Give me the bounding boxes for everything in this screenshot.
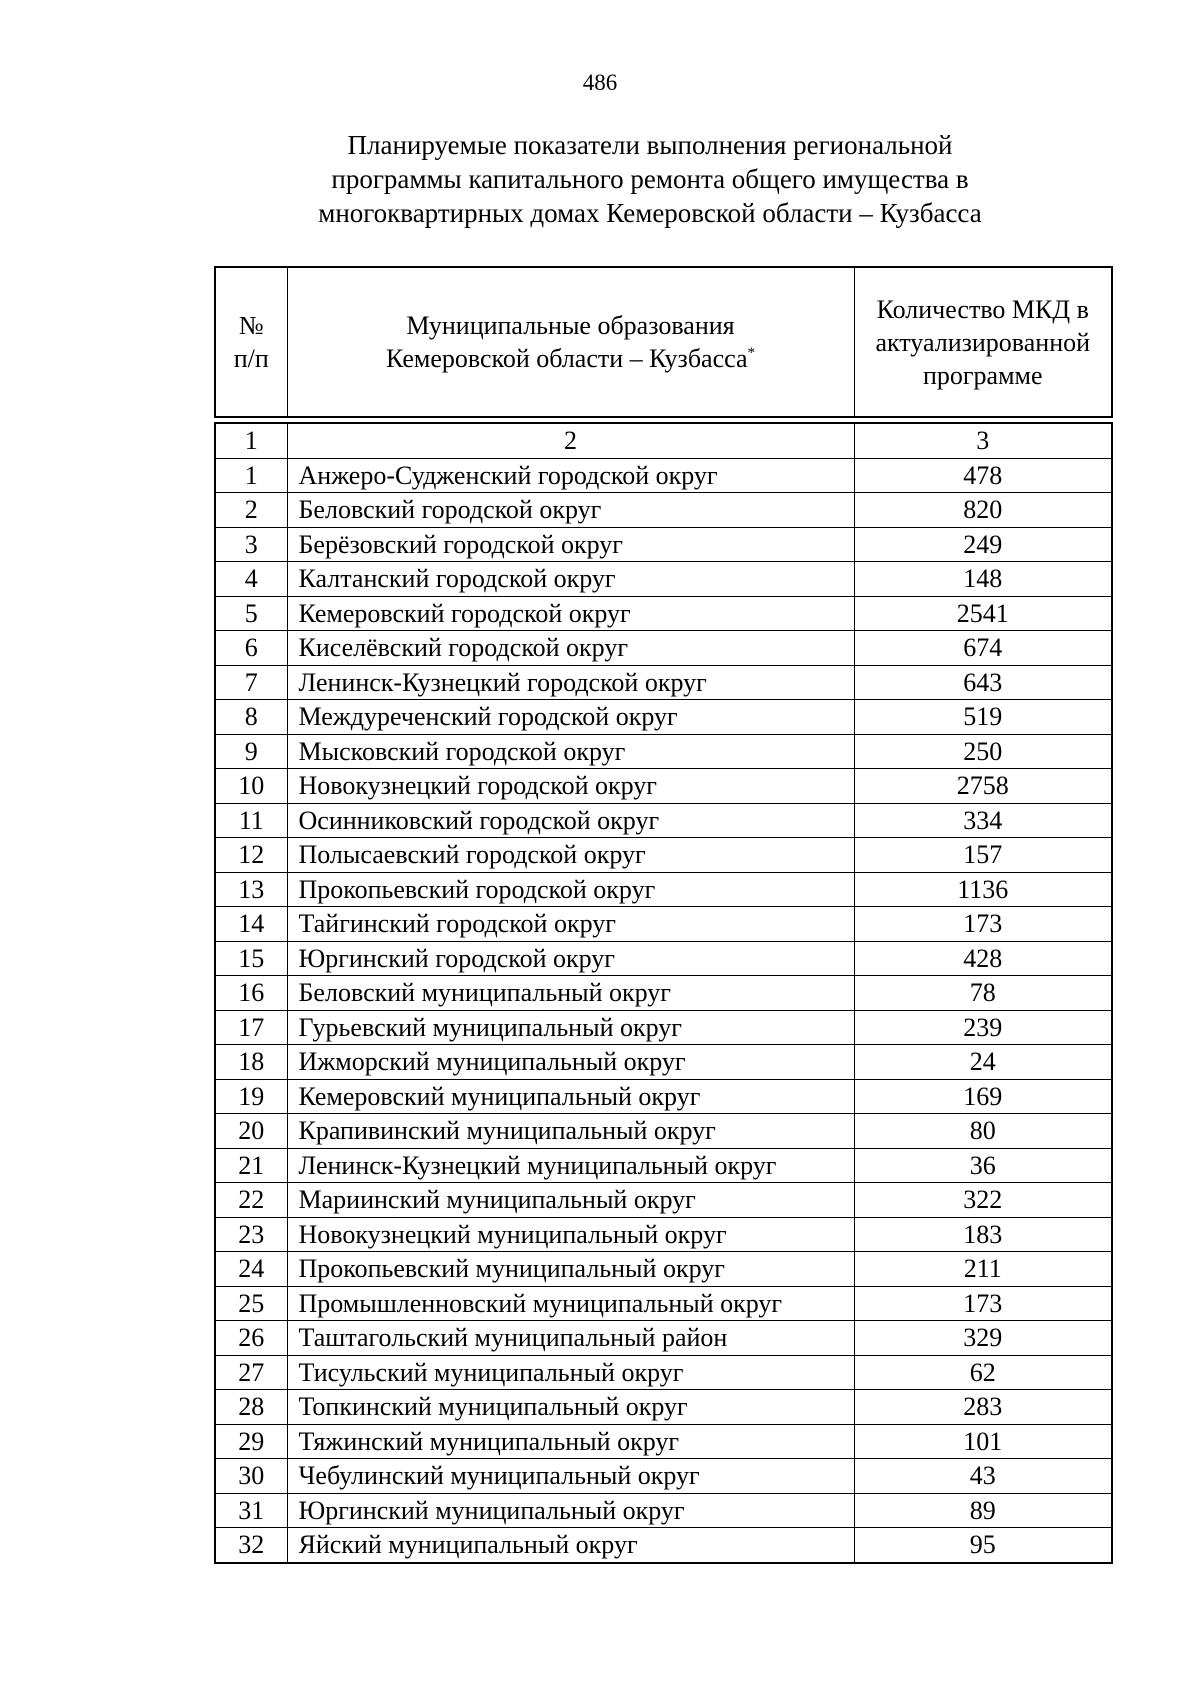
table-row <box>215 1528 1112 1563</box>
municipality-name: Гурьевский муниципальный округ <box>287 1010 854 1045</box>
municipality-name: Новокузнецкий муниципальный округ <box>287 1217 854 1252</box>
table-row <box>215 631 1112 666</box>
mkd-count: 62 <box>854 1355 1112 1390</box>
mkd-count: 157 <box>854 838 1112 873</box>
row-number: 8 <box>215 700 287 735</box>
row-number: 21 <box>215 1148 287 1183</box>
mkd-count: 211 <box>854 1252 1112 1287</box>
table-row <box>215 596 1112 631</box>
mkd-count: 24 <box>854 1045 1112 1080</box>
municipality-name: Калтанский городской округ <box>287 562 854 597</box>
row-number: 20 <box>215 1114 287 1149</box>
mkd-count: 643 <box>854 665 1112 700</box>
mkd-count: 148 <box>854 562 1112 597</box>
municipality-name: Мысковский городской округ <box>287 734 854 769</box>
table-row <box>215 1010 1112 1045</box>
table-row <box>215 493 1112 528</box>
table-row <box>215 1217 1112 1252</box>
mkd-count: 283 <box>854 1390 1112 1425</box>
mkd-count: 36 <box>854 1148 1112 1183</box>
row-number: 30 <box>215 1459 287 1494</box>
table-row <box>215 1079 1112 1114</box>
row-number: 17 <box>215 1010 287 1045</box>
mkd-count: 1136 <box>854 872 1112 907</box>
mkd-count: 249 <box>854 527 1112 562</box>
title-line: Планируемые показатели выполнения региональной <box>347 130 953 160</box>
column-index-row <box>215 423 1112 458</box>
municipality-name: Тисульский муниципальный округ <box>287 1355 854 1390</box>
municipality-name: Ленинск-Кузнецкий муниципальный округ <box>287 1148 854 1183</box>
municipality-name: Ленинск-Кузнецкий городской округ <box>287 665 854 700</box>
row-number: 15 <box>215 941 287 976</box>
row-number: 32 <box>215 1528 287 1563</box>
row-number: 16 <box>215 976 287 1011</box>
mkd-count: 250 <box>854 734 1112 769</box>
row-number: 22 <box>215 1183 287 1218</box>
table-row <box>215 665 1112 700</box>
row-number: 19 <box>215 1079 287 1114</box>
municipality-name: Промышленновский муниципальный округ <box>287 1286 854 1321</box>
row-number: 6 <box>215 631 287 666</box>
municipality-name: Киселёвский городской округ <box>287 631 854 666</box>
table-row <box>215 907 1112 942</box>
table-row <box>215 1459 1112 1494</box>
footnote-mark: * <box>747 345 756 361</box>
table-row <box>215 458 1112 493</box>
row-number: 13 <box>215 872 287 907</box>
mkd-count: 89 <box>854 1493 1112 1528</box>
table-header <box>214 266 1113 418</box>
municipality-name: Яйский муниципальный округ <box>287 1528 854 1563</box>
row-number: 14 <box>215 907 287 942</box>
table-row <box>215 1252 1112 1287</box>
municipality-name: Чебулинский муниципальный округ <box>287 1459 854 1494</box>
column-index: 3 <box>854 423 1112 458</box>
mkd-count: 519 <box>854 700 1112 735</box>
page-number: 486 <box>582 70 618 95</box>
header-number: № п/п <box>215 267 287 417</box>
table-row <box>215 1424 1112 1459</box>
municipality-name: Кемеровский муниципальный округ <box>287 1079 854 1114</box>
municipality-name: Тяжинский муниципальный округ <box>287 1424 854 1459</box>
row-number: 5 <box>215 596 287 631</box>
table-row <box>215 872 1112 907</box>
mkd-count: 78 <box>854 976 1112 1011</box>
mkd-count: 101 <box>854 1424 1112 1459</box>
row-number: 29 <box>215 1424 287 1459</box>
mkd-count: 334 <box>854 803 1112 838</box>
table-row <box>215 734 1112 769</box>
municipality-name: Топкинский муниципальный округ <box>287 1390 854 1425</box>
mkd-count: 43 <box>854 1459 1112 1494</box>
mkd-count: 183 <box>854 1217 1112 1252</box>
mkd-count: 80 <box>854 1114 1112 1149</box>
table-row <box>215 1286 1112 1321</box>
mkd-count: 95 <box>854 1528 1112 1563</box>
municipality-name: Юргинский городской округ <box>287 941 854 976</box>
table-row <box>215 1390 1112 1425</box>
row-number: 4 <box>215 562 287 597</box>
mkd-count: 329 <box>854 1321 1112 1356</box>
table-row <box>215 1114 1112 1149</box>
mkd-count: 478 <box>854 458 1112 493</box>
table-row <box>215 527 1112 562</box>
municipality-name: Мариинский муниципальный округ <box>287 1183 854 1218</box>
table-row <box>215 941 1112 976</box>
title-line: программы капитального ремонта общего имущества в <box>331 164 969 194</box>
row-number: 2 <box>215 493 287 528</box>
table-row <box>215 1321 1112 1356</box>
municipality-name: Новокузнецкий городской округ <box>287 769 854 804</box>
municipality-name: Юргинский муниципальный округ <box>287 1493 854 1528</box>
data-table <box>214 422 1113 1564</box>
row-number: 10 <box>215 769 287 804</box>
municipality-name: Междуреченский городской округ <box>287 700 854 735</box>
municipality-name: Тайгинский городской округ <box>287 907 854 942</box>
mkd-count: 674 <box>854 631 1112 666</box>
table-row <box>215 976 1112 1011</box>
header-count: Количество МКД в актуализированной программе <box>854 267 1112 417</box>
mkd-count: 322 <box>854 1183 1112 1218</box>
row-number: 24 <box>215 1252 287 1287</box>
table-row <box>215 1148 1112 1183</box>
mkd-count: 428 <box>854 941 1112 976</box>
row-number: 9 <box>215 734 287 769</box>
table-row <box>215 700 1112 735</box>
mkd-count: 239 <box>854 1010 1112 1045</box>
municipality-name: Прокопьевский муниципальный округ <box>287 1252 854 1287</box>
table-row <box>215 769 1112 804</box>
municipality-name: Осинниковский городской округ <box>287 803 854 838</box>
row-number: 25 <box>215 1286 287 1321</box>
municipality-name: Беловский городской округ <box>287 493 854 528</box>
row-number: 7 <box>215 665 287 700</box>
table-row <box>215 803 1112 838</box>
municipality-name: Крапивинский муниципальный округ <box>287 1114 854 1149</box>
municipality-name: Анжеро-Судженский городской округ <box>287 458 854 493</box>
municipality-name: Кемеровский городской округ <box>287 596 854 631</box>
row-number: 11 <box>215 803 287 838</box>
table-row <box>215 562 1112 597</box>
table-row <box>215 1183 1112 1218</box>
table-row <box>215 838 1112 873</box>
row-number: 28 <box>215 1390 287 1425</box>
mkd-count: 820 <box>854 493 1112 528</box>
table-row <box>215 1493 1112 1528</box>
header-municipality: Муниципальные образования Кемеровской области – Кузбасса* <box>287 267 854 417</box>
row-number: 12 <box>215 838 287 873</box>
mkd-count: 169 <box>854 1079 1112 1114</box>
row-number: 18 <box>215 1045 287 1080</box>
mkd-count: 173 <box>854 1286 1112 1321</box>
row-number: 31 <box>215 1493 287 1528</box>
document-title <box>200 128 1100 230</box>
row-number: 3 <box>215 527 287 562</box>
table-row <box>215 1045 1112 1080</box>
title-line: многоквартирных домах Кемеровской области – Кузбасса <box>318 198 982 228</box>
mkd-count: 173 <box>854 907 1112 942</box>
municipality-name: Полысаевский городской округ <box>287 838 854 873</box>
municipality-name: Беловский муниципальный округ <box>287 976 854 1011</box>
municipality-name: Таштагольский муниципальный район <box>287 1321 854 1356</box>
mkd-count: 2541 <box>854 596 1112 631</box>
municipality-name: Прокопьевский городской округ <box>287 872 854 907</box>
municipality-name: Берёзовский городской округ <box>287 527 854 562</box>
column-index: 2 <box>287 423 854 458</box>
table-row <box>215 1355 1112 1390</box>
row-number: 23 <box>215 1217 287 1252</box>
row-number: 26 <box>215 1321 287 1356</box>
municipality-name: Ижморский муниципальный округ <box>287 1045 854 1080</box>
mkd-count: 2758 <box>854 769 1112 804</box>
column-index: 1 <box>215 423 287 458</box>
row-number: 27 <box>215 1355 287 1390</box>
row-number: 1 <box>215 458 287 493</box>
